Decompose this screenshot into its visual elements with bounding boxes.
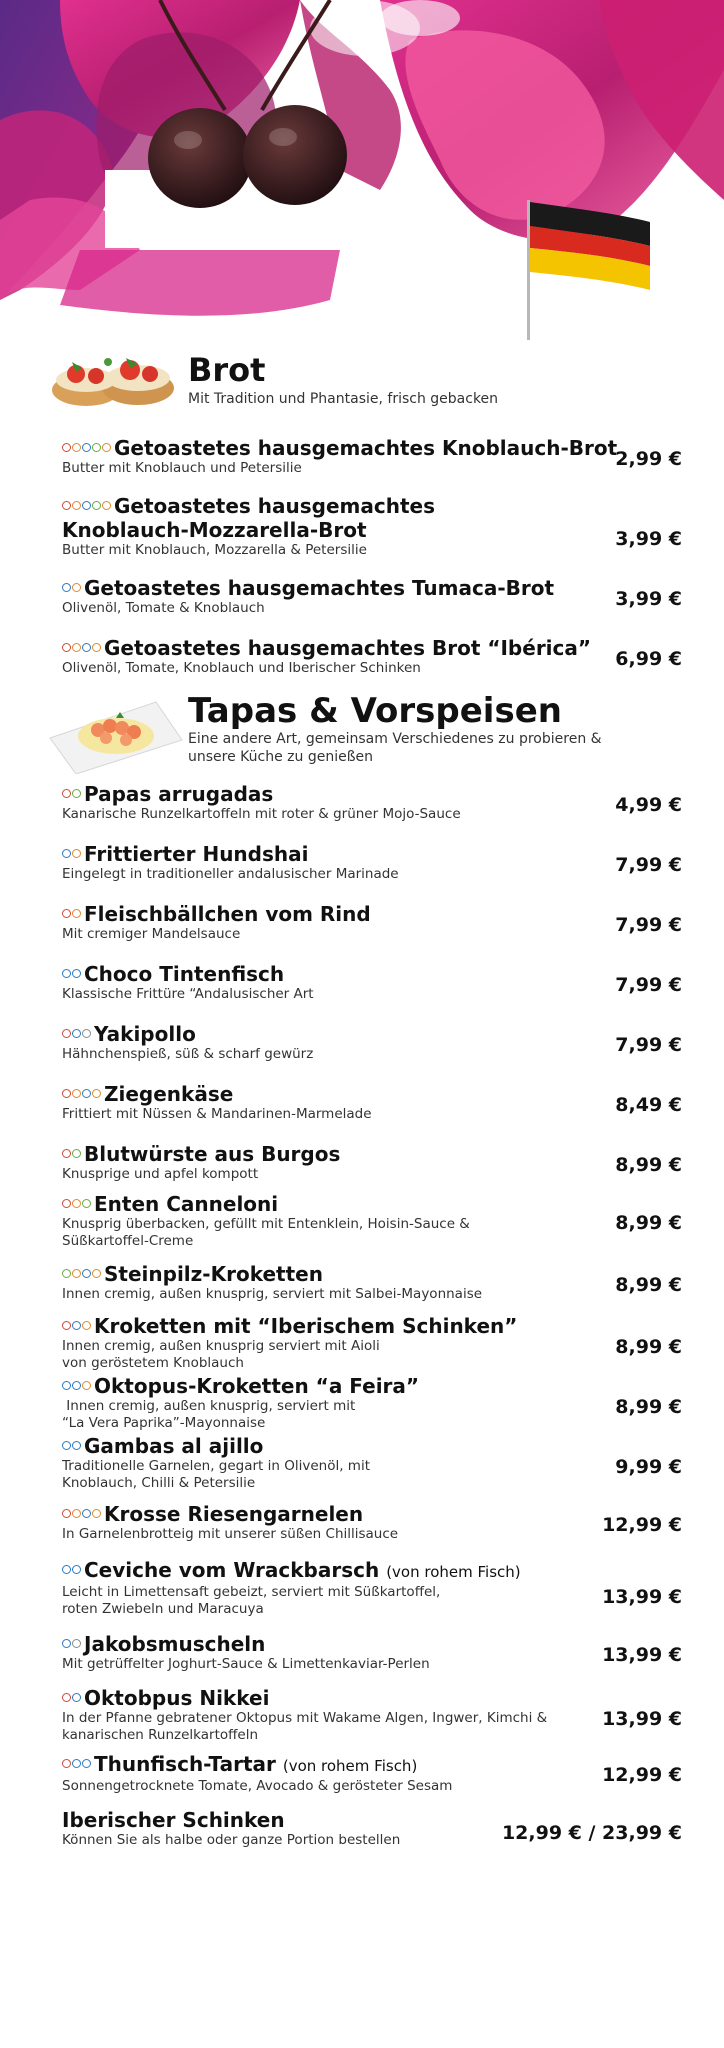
item-price: 2,99 € — [615, 448, 682, 470]
item-title: Getoastetes hausgemachtes Tumaca-Brot — [84, 576, 555, 600]
item-description: Frittiert mit Nüssen & Mandarinen-Marmelade — [62, 1106, 372, 1122]
section-brot-header — [46, 332, 686, 422]
item-description: In Garnelenbrotteig mit unserer süßen Chillisauce — [62, 1526, 399, 1542]
item-price: 7,99 € — [615, 1034, 682, 1056]
castanet-right-icon — [243, 105, 347, 205]
item-price: 8,99 € — [615, 1396, 682, 1418]
item-title: Blutwürste aus Burgos — [84, 1142, 341, 1166]
item-price: 8,49 € — [615, 1094, 682, 1116]
item-description: Eingelegt in traditioneller andalusischer Marinade — [62, 866, 399, 882]
menu-item[interactable] — [62, 1432, 682, 1492]
item-title: Iberischer Schinken — [62, 1808, 285, 1832]
menu-item[interactable] — [62, 634, 682, 680]
item-description: Mit cremiger Mandelsauce — [62, 926, 241, 942]
allergen-icons — [62, 1260, 102, 1284]
item-title: Oktopus-Kroketten “a Feira” — [94, 1374, 420, 1398]
item-title: Kroketten mit “Iberischem Schinken” — [94, 1314, 518, 1338]
item-description-line2: “La Vera Paprika”-Mayonnaise — [62, 1415, 266, 1431]
menu-item[interactable] — [62, 1140, 682, 1186]
item-price: 13,99 € — [602, 1708, 682, 1730]
allergen-icons — [62, 1372, 92, 1396]
allergen-icons — [62, 1312, 92, 1336]
item-description-line2: Süßkartoffel-Creme — [62, 1233, 194, 1249]
item-title: Choco Tintenfisch — [84, 962, 285, 986]
item-title: Papas arrugadas — [84, 782, 274, 806]
item-price: 8,99 € — [615, 1212, 682, 1234]
allergen-icons — [62, 900, 82, 924]
item-title: Fleischbällchen vom Rind — [84, 902, 371, 926]
item-title: Gambas al ajillo — [84, 1434, 264, 1458]
item-description: Butter mit Knoblauch, Mozzarella & Petersilie — [62, 542, 367, 558]
allergen-icons — [62, 1630, 82, 1654]
item-description: Olivenöl, Tomate, Knoblauch und Iberischer Schinken — [62, 660, 421, 676]
menu-item[interactable] — [62, 840, 682, 886]
item-title: Jakobsmuscheln — [84, 1632, 266, 1656]
menu-item[interactable] — [62, 900, 682, 946]
item-title: Ziegenkäse — [104, 1082, 234, 1106]
item-price: 3,99 € — [615, 528, 682, 550]
item-note: (von rohem Fisch) — [386, 1563, 521, 1581]
allergen-icons — [62, 1500, 102, 1524]
item-description-line2: von geröstetem Knoblauch — [62, 1355, 244, 1371]
menu-item[interactable] — [62, 434, 682, 480]
menu-item[interactable] — [62, 1312, 682, 1372]
section-subtitle-tapas-line1: Eine andere Art, gemeinsam Verschiedenes zu probieren & — [188, 731, 602, 747]
item-description: Butter mit Knoblauch und Petersilie — [62, 460, 302, 476]
menu-item[interactable] — [62, 1556, 682, 1616]
menu-item[interactable] — [62, 1372, 682, 1432]
item-title: Getoastetes hausgemachtes Knoblauch-Brot — [114, 436, 618, 460]
section-title-brot: Brot — [188, 351, 266, 389]
menu-item[interactable] — [62, 960, 682, 1006]
item-price: 12,99 € / 23,99 € — [501, 1822, 682, 1844]
allergen-icons — [62, 492, 112, 516]
section-tapas-header — [46, 684, 686, 780]
item-title: Getoastetes hausgemachtes Brot “Ibérica” — [104, 636, 592, 660]
item-title: Yakipollo — [94, 1022, 196, 1046]
item-description-line2: kanarischen Runzelkartoffeln — [62, 1727, 259, 1743]
castanet-left-icon — [148, 108, 252, 208]
allergen-icons — [62, 960, 82, 984]
allergen-icons — [62, 634, 102, 658]
allergen-icons — [62, 1080, 102, 1104]
item-description: Olivenöl, Tomate & Knoblauch — [62, 600, 265, 616]
item-price: 7,99 € — [615, 914, 682, 936]
allergen-icons — [62, 434, 112, 458]
menu-item[interactable] — [62, 574, 682, 620]
hero-banner — [0, 0, 724, 345]
allergen-icons — [62, 1750, 92, 1774]
item-price: 7,99 € — [615, 854, 682, 876]
allergen-icons — [62, 1684, 82, 1708]
item-description: Innen cremig, außen knusprig serviert mit Aioli — [62, 1338, 380, 1354]
item-description: In der Pfanne gebratener Oktopus mit Wakame Algen, Ingwer, Kimchi & — [62, 1710, 548, 1726]
section-subtitle-tapas-line2: unsere Küche zu genießen — [188, 749, 374, 765]
item-description: Innen cremig, außen knusprig, serviert mit Salbei-Mayonnaise — [62, 1286, 483, 1302]
menu-item[interactable] — [62, 1500, 682, 1546]
item-title: Krosse Riesengarnelen — [104, 1502, 364, 1526]
flag-pole — [527, 200, 530, 340]
menu-item[interactable] — [62, 1750, 682, 1796]
shrimp-plate-image — [46, 684, 186, 774]
item-description: Klassische Frittüre “Andalusischer Art — [62, 986, 314, 1002]
bruschetta-image — [46, 332, 178, 418]
hero-artwork — [0, 0, 724, 345]
item-price: 12,99 € — [602, 1764, 682, 1786]
item-description: Traditionelle Garnelen, gegart in Olivenöl, mit — [62, 1458, 370, 1474]
menu-item[interactable] — [62, 1020, 682, 1066]
allergen-icons — [62, 1140, 82, 1164]
item-description: Knusprig überbacken, gefüllt mit Entenklein, Hoisin-Sauce & — [62, 1216, 470, 1232]
allergen-icons — [62, 574, 82, 598]
item-description-line2: Knoblauch, Chilli & Petersilie — [62, 1475, 256, 1491]
allergen-icons — [62, 1556, 82, 1580]
section-title-tapas: Tapas & Vorspeisen — [188, 691, 562, 731]
item-description: Hähnchenspieß, süß & scharf gewürz — [62, 1046, 314, 1062]
item-price: 4,99 € — [615, 794, 682, 816]
menu-item[interactable] — [62, 1684, 682, 1744]
item-title: Frittierter Hundshai — [84, 842, 309, 866]
item-price: 7,99 € — [615, 974, 682, 996]
item-price: 12,99 € — [602, 1514, 682, 1536]
menu-item[interactable] — [62, 1260, 682, 1306]
item-description: Innen cremig, außen knusprig, serviert mit — [62, 1398, 356, 1414]
item-note: (von rohem Fisch) — [282, 1757, 418, 1775]
item-title: Thunfisch-Tartar — [94, 1752, 276, 1776]
item-title-line2: Knoblauch-Mozzarella-Brot — [62, 518, 367, 542]
item-price: 13,99 € — [602, 1644, 682, 1666]
item-description: Leicht in Limettensaft gebeizt, serviert mit Süßkartoffel, — [62, 1584, 441, 1600]
item-price: 8,99 € — [615, 1274, 682, 1296]
item-description: Mit getrüffelter Joghurt-Sauce & Limettenkaviar-Perlen — [62, 1656, 430, 1672]
item-price: 8,99 € — [615, 1154, 682, 1176]
allergen-icons — [62, 840, 82, 864]
item-description: Knusprige und apfel kompott — [62, 1166, 259, 1182]
item-title: Steinpilz-Kroketten — [104, 1262, 323, 1286]
item-price: 3,99 € — [615, 588, 682, 610]
menu-item[interactable] — [62, 780, 682, 826]
item-description: Können Sie als halbe oder ganze Portion bestellen — [62, 1832, 401, 1848]
item-description-line2: roten Zwiebeln und Maracuya — [62, 1601, 264, 1617]
german-flag-icon[interactable] — [530, 202, 650, 290]
item-price: 6,99 € — [615, 648, 682, 670]
menu-item[interactable] — [62, 1080, 682, 1126]
item-description: Kanarische Runzelkartoffeln mit roter & grüner Mojo-Sauce — [62, 806, 461, 822]
item-price: 13,99 € — [602, 1586, 682, 1608]
menu-item[interactable] — [62, 1630, 682, 1676]
item-title: Oktobpus Nikkei — [84, 1686, 270, 1710]
menu-item[interactable] — [62, 1190, 682, 1250]
item-description: Sonnengetrocknete Tomate, Avocado & gerösteter Sesam — [62, 1778, 453, 1794]
menu-item[interactable] — [62, 1808, 682, 1854]
allergen-icons — [62, 1020, 92, 1044]
item-title: Ceviche vom Wrackbarsch — [84, 1558, 380, 1582]
menu-item[interactable] — [62, 492, 682, 558]
section-subtitle-brot: Mit Tradition und Phantasie, frisch gebacken — [188, 391, 499, 407]
allergen-icons — [62, 780, 82, 804]
allergen-icons — [62, 1190, 92, 1214]
allergen-icons — [62, 1432, 82, 1456]
item-price: 9,99 € — [615, 1456, 682, 1478]
item-price: 8,99 € — [615, 1336, 682, 1358]
item-title: Enten Canneloni — [94, 1192, 279, 1216]
item-title: Getoastetes hausgemachtes — [114, 494, 436, 518]
